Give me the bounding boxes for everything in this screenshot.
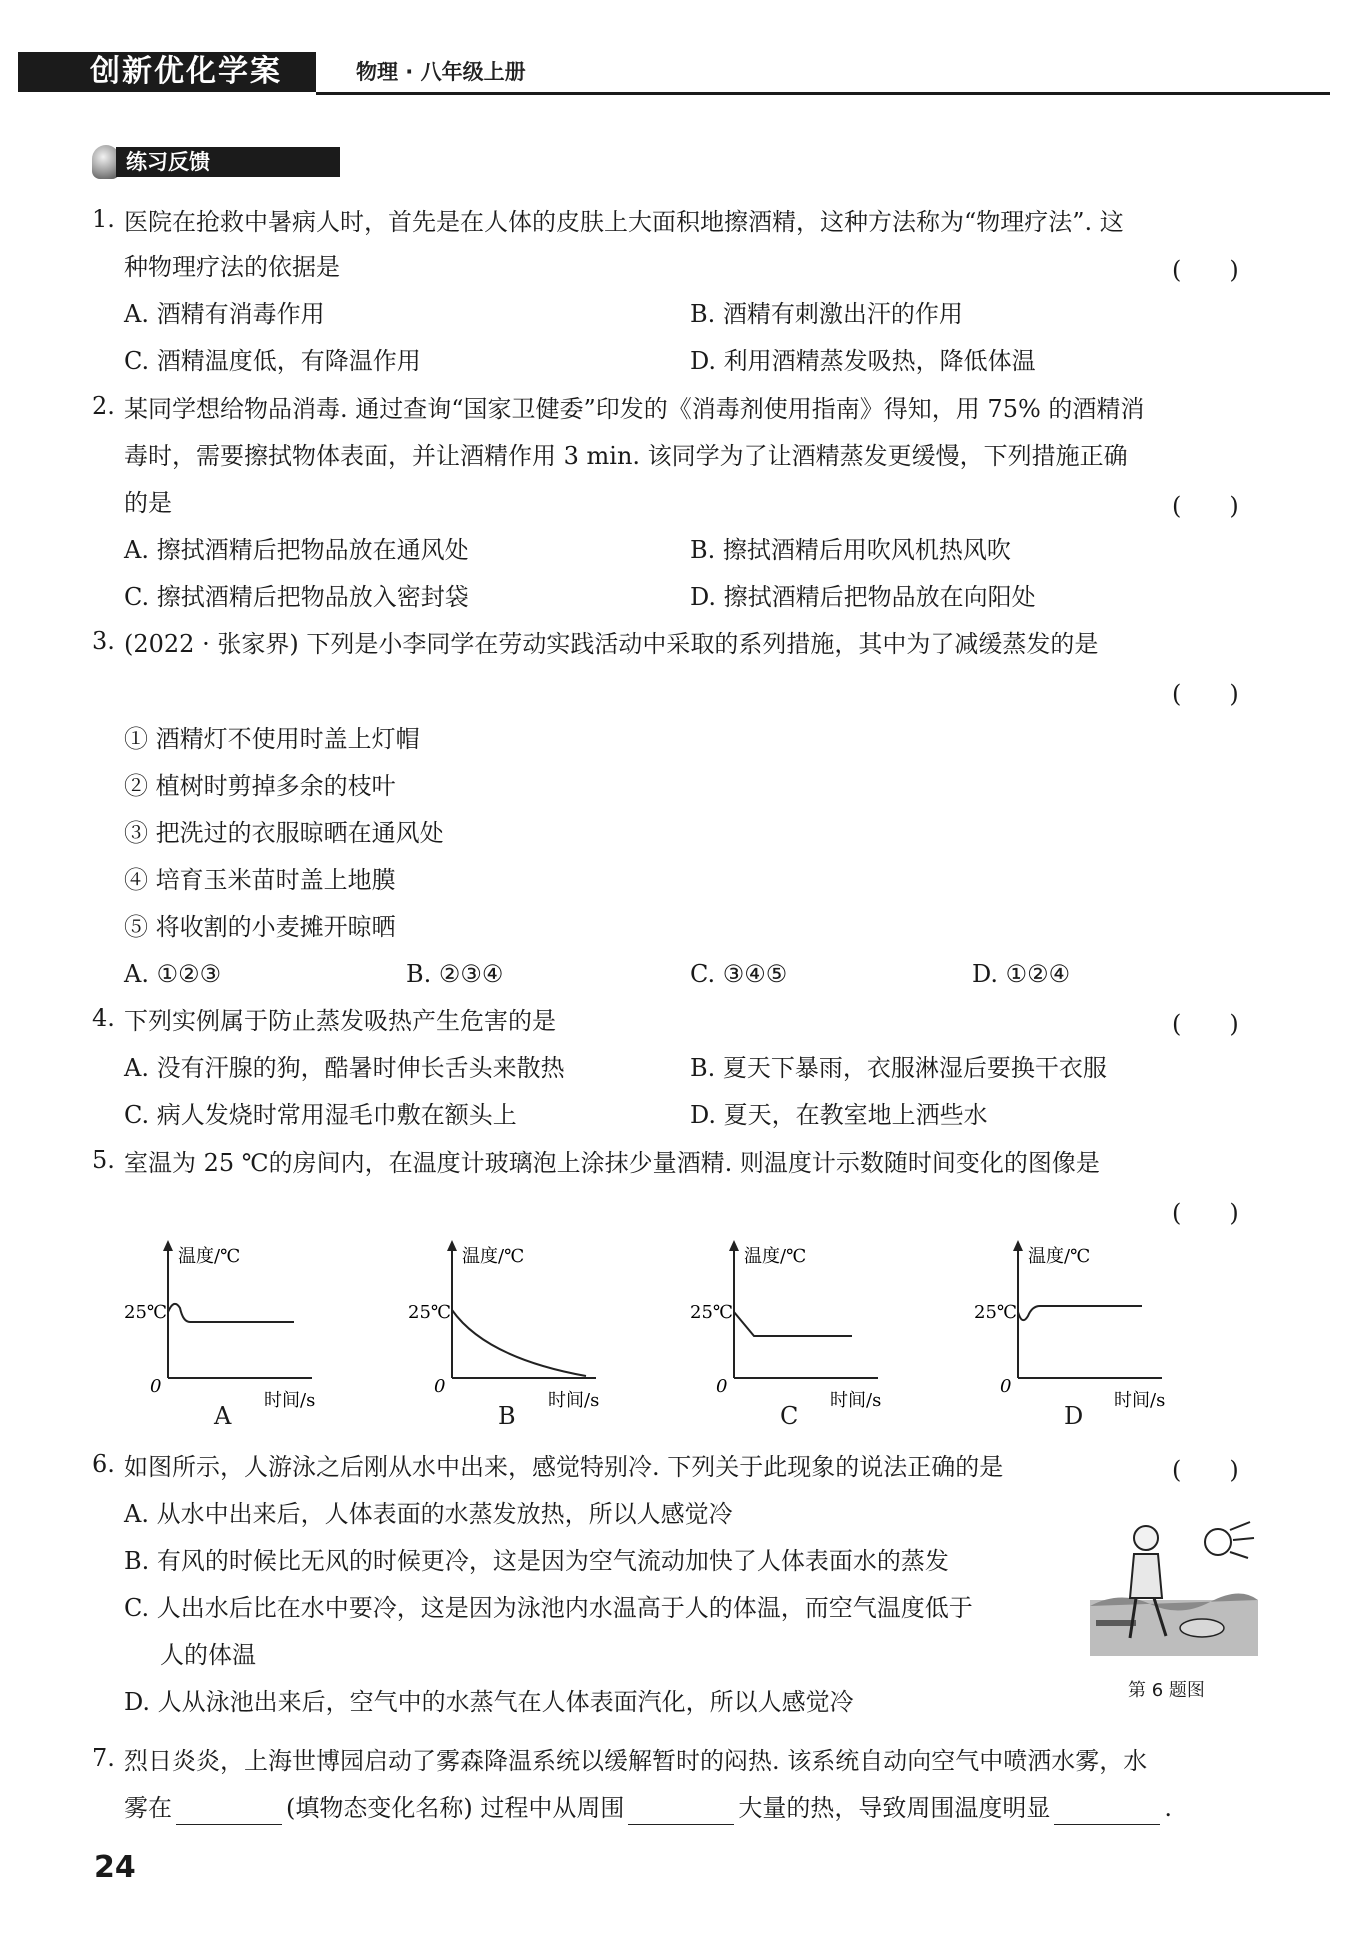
q5-number: 5.	[92, 1146, 115, 1174]
x-axis-label: 时间/s	[548, 1390, 600, 1411]
origin-label: 0	[150, 1376, 162, 1397]
q6-option-d: D. 人从泳池出来后，空气中的水蒸气在人体表面汽化，所以人感觉冷	[124, 1688, 854, 1716]
x-axis-label: 时间/s	[830, 1390, 882, 1411]
q1-number: 1.	[92, 205, 115, 233]
page-header	[18, 52, 1330, 98]
q6-answer-paren: ( )	[1172, 1456, 1239, 1484]
q1-option-d: D. 利用酒精蒸发吸热，降低体温	[690, 347, 1036, 375]
q2-answer-paren: ( )	[1172, 492, 1239, 520]
x-axis-label: 时间/s	[1114, 1390, 1166, 1411]
q1-stem-line2: 种物理疗法的依据是	[124, 253, 340, 281]
q3-item: ① 酒精灯不使用时盖上灯帽	[124, 725, 420, 753]
q3-item: ③ 把洗过的衣服晾晒在通风处	[124, 819, 444, 847]
figure-caption: 第 6 题图	[1128, 1680, 1205, 1701]
q6-option-c-cont: 人的体温	[160, 1641, 256, 1669]
q5-stem-line1: 室温为 25 ℃的房间内，在温度计玻璃泡上涂抹少量酒精. 则温度计示数随时间变化的图像是	[124, 1149, 1100, 1177]
brand-banner: 创新优化学案	[18, 52, 316, 92]
q5-answer-paren: ( )	[1172, 1199, 1239, 1227]
q6-stem-line1: 如图所示，人游泳之后刚从水中出来，感觉特别冷. 下列关于此现象的说法正确的是	[124, 1453, 1004, 1481]
y-tick-label: 25℃	[974, 1302, 1018, 1323]
y-tick-label: 25℃	[408, 1302, 452, 1323]
q6-number: 6.	[92, 1450, 115, 1478]
q2-option-b: B. 擦拭酒精后用吹风机热风吹	[690, 536, 1011, 564]
y-axis-label: 温度/℃	[1028, 1246, 1091, 1267]
q4-option-b: B. 夏天下暴雨，衣服淋湿后要换干衣服	[690, 1054, 1107, 1082]
section-title: 练习反馈	[116, 147, 340, 177]
q7-text-a: 雾在	[124, 1794, 172, 1822]
q7-text-b: (填物态变化名称) 过程中从周围	[286, 1794, 625, 1822]
q7-stem-line2	[124, 1791, 1172, 1825]
q4-stem-line1: 下列实例属于防止蒸发吸热产生危害的是	[124, 1007, 556, 1035]
q4-option-a: A. 没有汗腺的狗，酷暑时伸长舌头来散热	[124, 1054, 565, 1082]
q3-option-c: C. ③④⑤	[690, 960, 788, 988]
q2-stem-line1: 某同学想给物品消毒. 通过查询“国家卫健委”印发的《消毒剂使用指南》得知，用 75% 的酒精消	[124, 395, 1145, 423]
q4-number: 4.	[92, 1004, 115, 1032]
q7-text-d: .	[1164, 1794, 1172, 1822]
q3-answer-paren: ( )	[1172, 680, 1239, 708]
origin-label: 0	[716, 1376, 728, 1397]
q7-blank-1[interactable]	[176, 1798, 282, 1825]
q2-number: 2.	[92, 392, 115, 420]
q7-number: 7.	[92, 1744, 115, 1772]
q5-graph-label-b: B	[498, 1402, 516, 1430]
q7-stem-line1: 烈日炎炎，上海世博园启动了雾森降温系统以缓解暂时的闷热. 该系统自动向空气中喷洒水雾，水	[124, 1747, 1148, 1775]
q3-option-b: B. ②③④	[406, 960, 504, 988]
q2-stem-line3: 的是	[124, 489, 172, 517]
q6-option-a: A. 从水中出来后，人体表面的水蒸发放热，所以人感觉冷	[124, 1500, 733, 1528]
q7-blank-2[interactable]	[628, 1798, 734, 1825]
q4-option-c: C. 病人发烧时常用湿毛巾敷在额头上	[124, 1101, 517, 1129]
q1-option-a: A. 酒精有消毒作用	[124, 300, 325, 328]
subject-title: 物理 · 八年级上册	[356, 60, 526, 84]
origin-label: 0	[434, 1376, 446, 1397]
q3-item: ② 植树时剪掉多余的枝叶	[124, 772, 396, 800]
q4-answer-paren: ( )	[1172, 1010, 1239, 1038]
q3-option-d: D. ①②④	[972, 960, 1071, 988]
origin-label: 0	[1000, 1376, 1012, 1397]
q6-option-c: C. 人出水后比在水中要冷，这是因为泳池内水温高于人的体温，而空气温度低于	[124, 1594, 973, 1622]
q5-graph-c	[678, 1240, 908, 1419]
q5-graph-label-c: C	[780, 1402, 799, 1430]
y-axis-label: 温度/℃	[462, 1246, 525, 1267]
q3-item: ④ 培育玉米苗时盖上地膜	[124, 866, 396, 894]
q5-graph-d	[962, 1240, 1192, 1419]
q2-stem-line2: 毒时，需要擦拭物体表面，并让酒精作用 3 min. 该同学为了让酒精蒸发更缓慢，下列措施正确	[124, 442, 1128, 470]
q1-option-b: B. 酒精有刺激出汗的作用	[690, 300, 963, 328]
q3-option-a: A. ①②③	[124, 960, 222, 988]
q7-text-c: 大量的热，导致周围温度明显	[738, 1794, 1051, 1822]
header-rule	[316, 92, 1330, 95]
x-axis-label: 时间/s	[264, 1390, 316, 1411]
q7-blank-3[interactable]	[1054, 1798, 1160, 1825]
q4-option-d: D. 夏天，在教室地上洒些水	[690, 1101, 988, 1129]
q5-graph-b	[396, 1240, 626, 1419]
q1-option-c: C. 酒精温度低，有降温作用	[124, 347, 421, 375]
q5-graph-a	[112, 1240, 342, 1419]
q2-option-d: D. 擦拭酒精后把物品放在向阳处	[690, 583, 1036, 611]
page-number: 24	[94, 1850, 136, 1885]
q3-number: 3.	[92, 627, 115, 655]
swimmer-figure	[1090, 1520, 1258, 1660]
q3-stem-line1: (2022 · 张家界) 下列是小李同学在劳动实践活动中采取的系列措施，其中为了减缓蒸发的是	[124, 630, 1099, 658]
q1-stem-line1: 医院在抢救中暑病人时，首先是在人体的皮肤上大面积地擦酒精，这种方法称为“物理疗法”. 这	[124, 208, 1124, 236]
q2-option-c: C. 擦拭酒精后把物品放入密封袋	[124, 583, 469, 611]
q1-answer-paren: ( )	[1172, 256, 1239, 284]
y-axis-label: 温度/℃	[178, 1246, 241, 1267]
q2-option-a: A. 擦拭酒精后把物品放在通风处	[124, 536, 469, 564]
q3-item: ⑤ 将收割的小麦摊开晾晒	[124, 913, 396, 941]
q6-option-b: B. 有风的时候比无风的时候更冷，这是因为空气流动加快了人体表面水的蒸发	[124, 1547, 949, 1575]
q5-graph-label-a: A	[214, 1402, 232, 1430]
y-tick-label: 25℃	[124, 1302, 168, 1323]
y-tick-label: 25℃	[690, 1302, 734, 1323]
y-axis-label: 温度/℃	[744, 1246, 807, 1267]
q5-graph-label-d: D	[1064, 1402, 1084, 1430]
